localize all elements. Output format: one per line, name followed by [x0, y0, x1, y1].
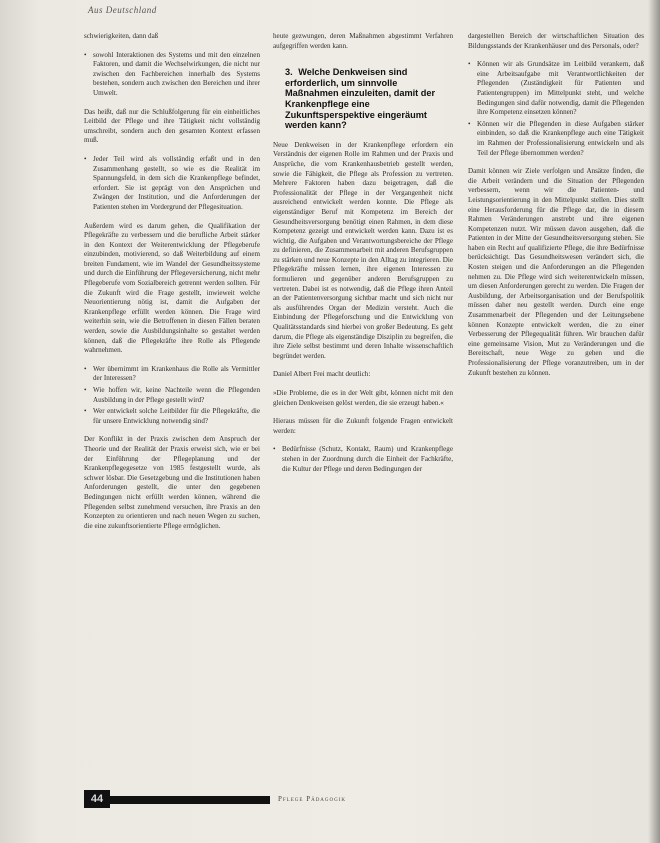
list-item: • Können wir die Pflegenden in diese Aufgaben stärker einbinden, so daß die Krankenpflege auch eine Tätigkeit im Rahmen der Professionalisierung entwickeln und als Teil der Pflege übernommen werden?	[468, 120, 644, 158]
paragraph: Hieraus müssen für die Zukunft folgende Fragen entwickelt werden:	[273, 417, 453, 435]
paragraph: schwierigkeiten, dann daß	[84, 32, 159, 40]
paragraph: Das heißt, daß nur die Schlußfolgerung für ein einheitliches Leitbild der Pflege und ihre Tätigkeit nicht vollständig umschreibt, sondern auch den gesamten Kontext erfassen muß.	[84, 107, 260, 145]
text-column-1	[84, 32, 260, 540]
bullet-list	[84, 51, 260, 99]
paragraph: Damit können wir Ziele verfolgen und Ansätze finden, die die Arbeit verändern und die Situation der Pflegenden verbessern, wenn wir die Patienten- und Leistungsorientierung in den Mittelpunkt stellen. Dies stellt eine Herausforderung für die Pflege dar, die in diesem Rahmen Veränderungen anstrebt und ihre eigenen Kompetenzen nutzt. Wir müssen davon ausgehen, daß die Patienten in der Mitte der Gesundheitsversorgung stehen. Sie haben ein Recht auf qualifizierte Pflege, die ihre Bedürfnisse berücksichtigt. Das Gesundheitswesen verändert sich, die Kosten steigen und die Anforderungen an die Pflegenden nehmen zu. Die Pflege wird sich weiterentwickeln müssen, um diesen Anforderungen gerecht zu werden. Die Fragen der Ausbildung, der Arbeitsorganisation und der Berufspolitik müssen daher neu gestellt werden. Durch eine enge Zusammenarbeit der Pflegenden und der Leitungsebene können Konzepte entwickelt werden, die zu einer Verbesserung der Pflegequalität führen. Wir brauchen dafür eine gemeinsame Vision, Mut zu Veränderungen und die Bereitschaft, neue Wege zu gehen und die Professionalisierung der Pflege voranzutreiben, um in der Zukunft bestehen zu können.	[468, 167, 644, 377]
paragraph: Außerdem wird es darum gehen, die Qualifikation der Pflegekräfte zu verbessern und die berufliche Arbeit stärker in den Kontext der Weiterentwicklung der Pflegeberufe einzubinden, motivierend, so daß Weiterbildung auf einem breiten Fundament, wie im Wandel der Gesundheitssysteme und durch die Einführung der Pflegeversicherung, nicht mehr Pflegeberufe vom Sozialbereich getrennt werden sollten. Für die Zukunft wird die Frage gestellt, inwieweit welche Neuorientierung nötig ist, damit die Aufgaben der Krankenpflege erfüllt werden können. Die Frage wird weiterhin sein, wie die Betroffenen in diesen Fällen beraten werden, sowie die Ausbildungsinhalte so gestaltet werden können, daß die Pflegekräfte ihre Rolle als Pflegende wahrnehmen.	[84, 221, 260, 355]
page-edge-shadow	[648, 0, 660, 843]
list-item: • Wer entwickelt solche Leitbilder für die Pflegekräfte, die für unsere Entwicklung notwendig sind?	[84, 407, 260, 426]
list-item: • sowohl Interaktionen des Systems und mit den einzelnen Faktoren, und damit die Wechselwirkungen, die nicht nur zwischen den Fachbereichen innerhalb des Systems bestehen, sondern auch zwischen den Bereichen und ihrer Umwelt.	[84, 51, 260, 99]
page-number: 44	[84, 790, 110, 808]
list-item: • Bedürfnisse (Schutz, Kontakt, Raum) und Krankenpflege stehen in der Zuordnung durch die Einheit der Fachkräfte, die Kultur der Pflege und deren Bedingungen der	[273, 445, 453, 474]
paragraph: Neue Denkweisen in der Krankenpflege erfordern ein Verständnis der eigenen Rolle im Rahmen und der Praxis und Ansprüche, die vom Krankenhausbetrieb gestellt werden, sowie die Fähigkeit, die Pflege als Profession zu vertreten. Mehrere Faktoren haben dazu beigetragen, daß die Professionalität der Pflege in der Vergangenheit nicht ausreichend entwickelt werden konnte. Die Pflege als eigenständiger Beruf mit Kompetenz im Bereich der Gesundheitsversorgung benötigt einen Rahmen, in dem diese Kompetenz gezeigt und entwickelt werden kann. Dazu ist es wichtig, die Aufgaben und Verantwortungsbereiche der Pflege zu definieren, die Zusammenarbeit mit anderen Berufsgruppen zu stärken und neue Konzepte in den Alltag zu integrieren. Die Pflegekräfte müssen lernen, ihre eigenen Interessen zu formulieren und gegenüber anderen Berufsgruppen zu vertreten. Dabei ist es notwendig, daß die Pflege ihren Anteil an der Patientenversorgung sichtbar macht und sich nicht nur als ausführendes Organ der Medizin versteht. Auch die Einbindung der Pflegeforschung und die Entwicklung von Qualitätsstandards sind hierbei von großer Bedeutung. Es geht darum, die Pflege als eigenständige Disziplin zu begreifen, die ihre Ziele selbst bestimmt und deren Inhalte wissenschaftlich begründet werden.	[273, 140, 453, 360]
section-title: Welche Denkweisen sind erforderlich, um sinnvolle Maßnahmen einzuleiten, damit der Krankenpflege eine Zukunftsperspektive eingeräumt werden kann?	[285, 67, 436, 131]
section-number: 3.	[285, 67, 293, 78]
quote: »Die Probleme, die es in der Welt gibt, können nicht mit den gleichen Denkweisen gelöst werden, die sie erzeugt haben.«	[273, 389, 453, 407]
list-item: • Können wir als Grundsätze im Leitbild verankern, daß eine Arbeitsaufgabe mit Verantwortlichkeiten der Pflegenden (Zuständigkeit für Patienten und Patientengruppen) im Mittelpunkt steht, und welche Bedingungen sind dafür notwendig, damit die Pflegenden ihre Kompetenz einsetzen können?	[468, 60, 644, 118]
paragraph: Der Konflikt in der Praxis zwischen dem Anspruch der Theorie und der Realität der Praxis erweist sich, wie er bei der Einführung der Pflegeplanung und der Krankenpflegegesetze von 1985 festgestellt wurde, als schwer lösbar. Die Gesetzgebung und die Institutionen haben Anforderungen gestellt, die unter den gegebenen Bedingungen nicht erfüllt werden können, während die Pflegenden selbst zunehmend versuchen, ihre Praxis an den Konzepten zu orientieren und nach neuen Wegen zu suchen, die eine zukunftsorientierte Pflege ermöglichen.	[84, 435, 260, 530]
list-item: • Jeder Teil wird als vollständig erfaßt und in den Zusammenhang gestellt, so wie es die Realität im Spannungsfeld, in dem sich die Krankenpflege befindet, erfordert. Sie ist geprägt von den Ansprüchen und Zwängen der Institution, und die Anforderungen der Patienten stehen im Vordergrund der Pflegesituation.	[84, 155, 260, 213]
bullet-list	[468, 60, 644, 158]
journal-name: Pflege Pädagogik	[278, 795, 347, 803]
paragraph: Daniel Albert Frei macht deutlich:	[273, 370, 371, 379]
footer-bar	[84, 796, 270, 804]
list-item: • Wie hoffen wir, keine Nachteile wenn die Pflegenden Ausbildung in der Pflege gestellt wird?	[84, 386, 260, 405]
bullet-list	[273, 445, 453, 474]
list-item: • Wer übernimmt im Krankenhaus die Rolle als Vermittler der Interessen?	[84, 365, 260, 384]
section-heading	[273, 67, 453, 131]
bullet-list	[84, 155, 260, 213]
paragraph: dargestellten Bereich der wirtschaftlichen Situation des Bildungsstands der Krankenhäuser und des Personals, oder?	[468, 32, 644, 50]
text-column-2	[273, 32, 453, 483]
bullet-list	[84, 365, 260, 427]
running-head: Aus Deutschland	[88, 5, 157, 15]
paragraph: heute gezwungen, deren Maßnahmen abgestimmt Verfahren aufgegriffen werden kann.	[273, 32, 453, 50]
text-column-3	[468, 32, 644, 387]
